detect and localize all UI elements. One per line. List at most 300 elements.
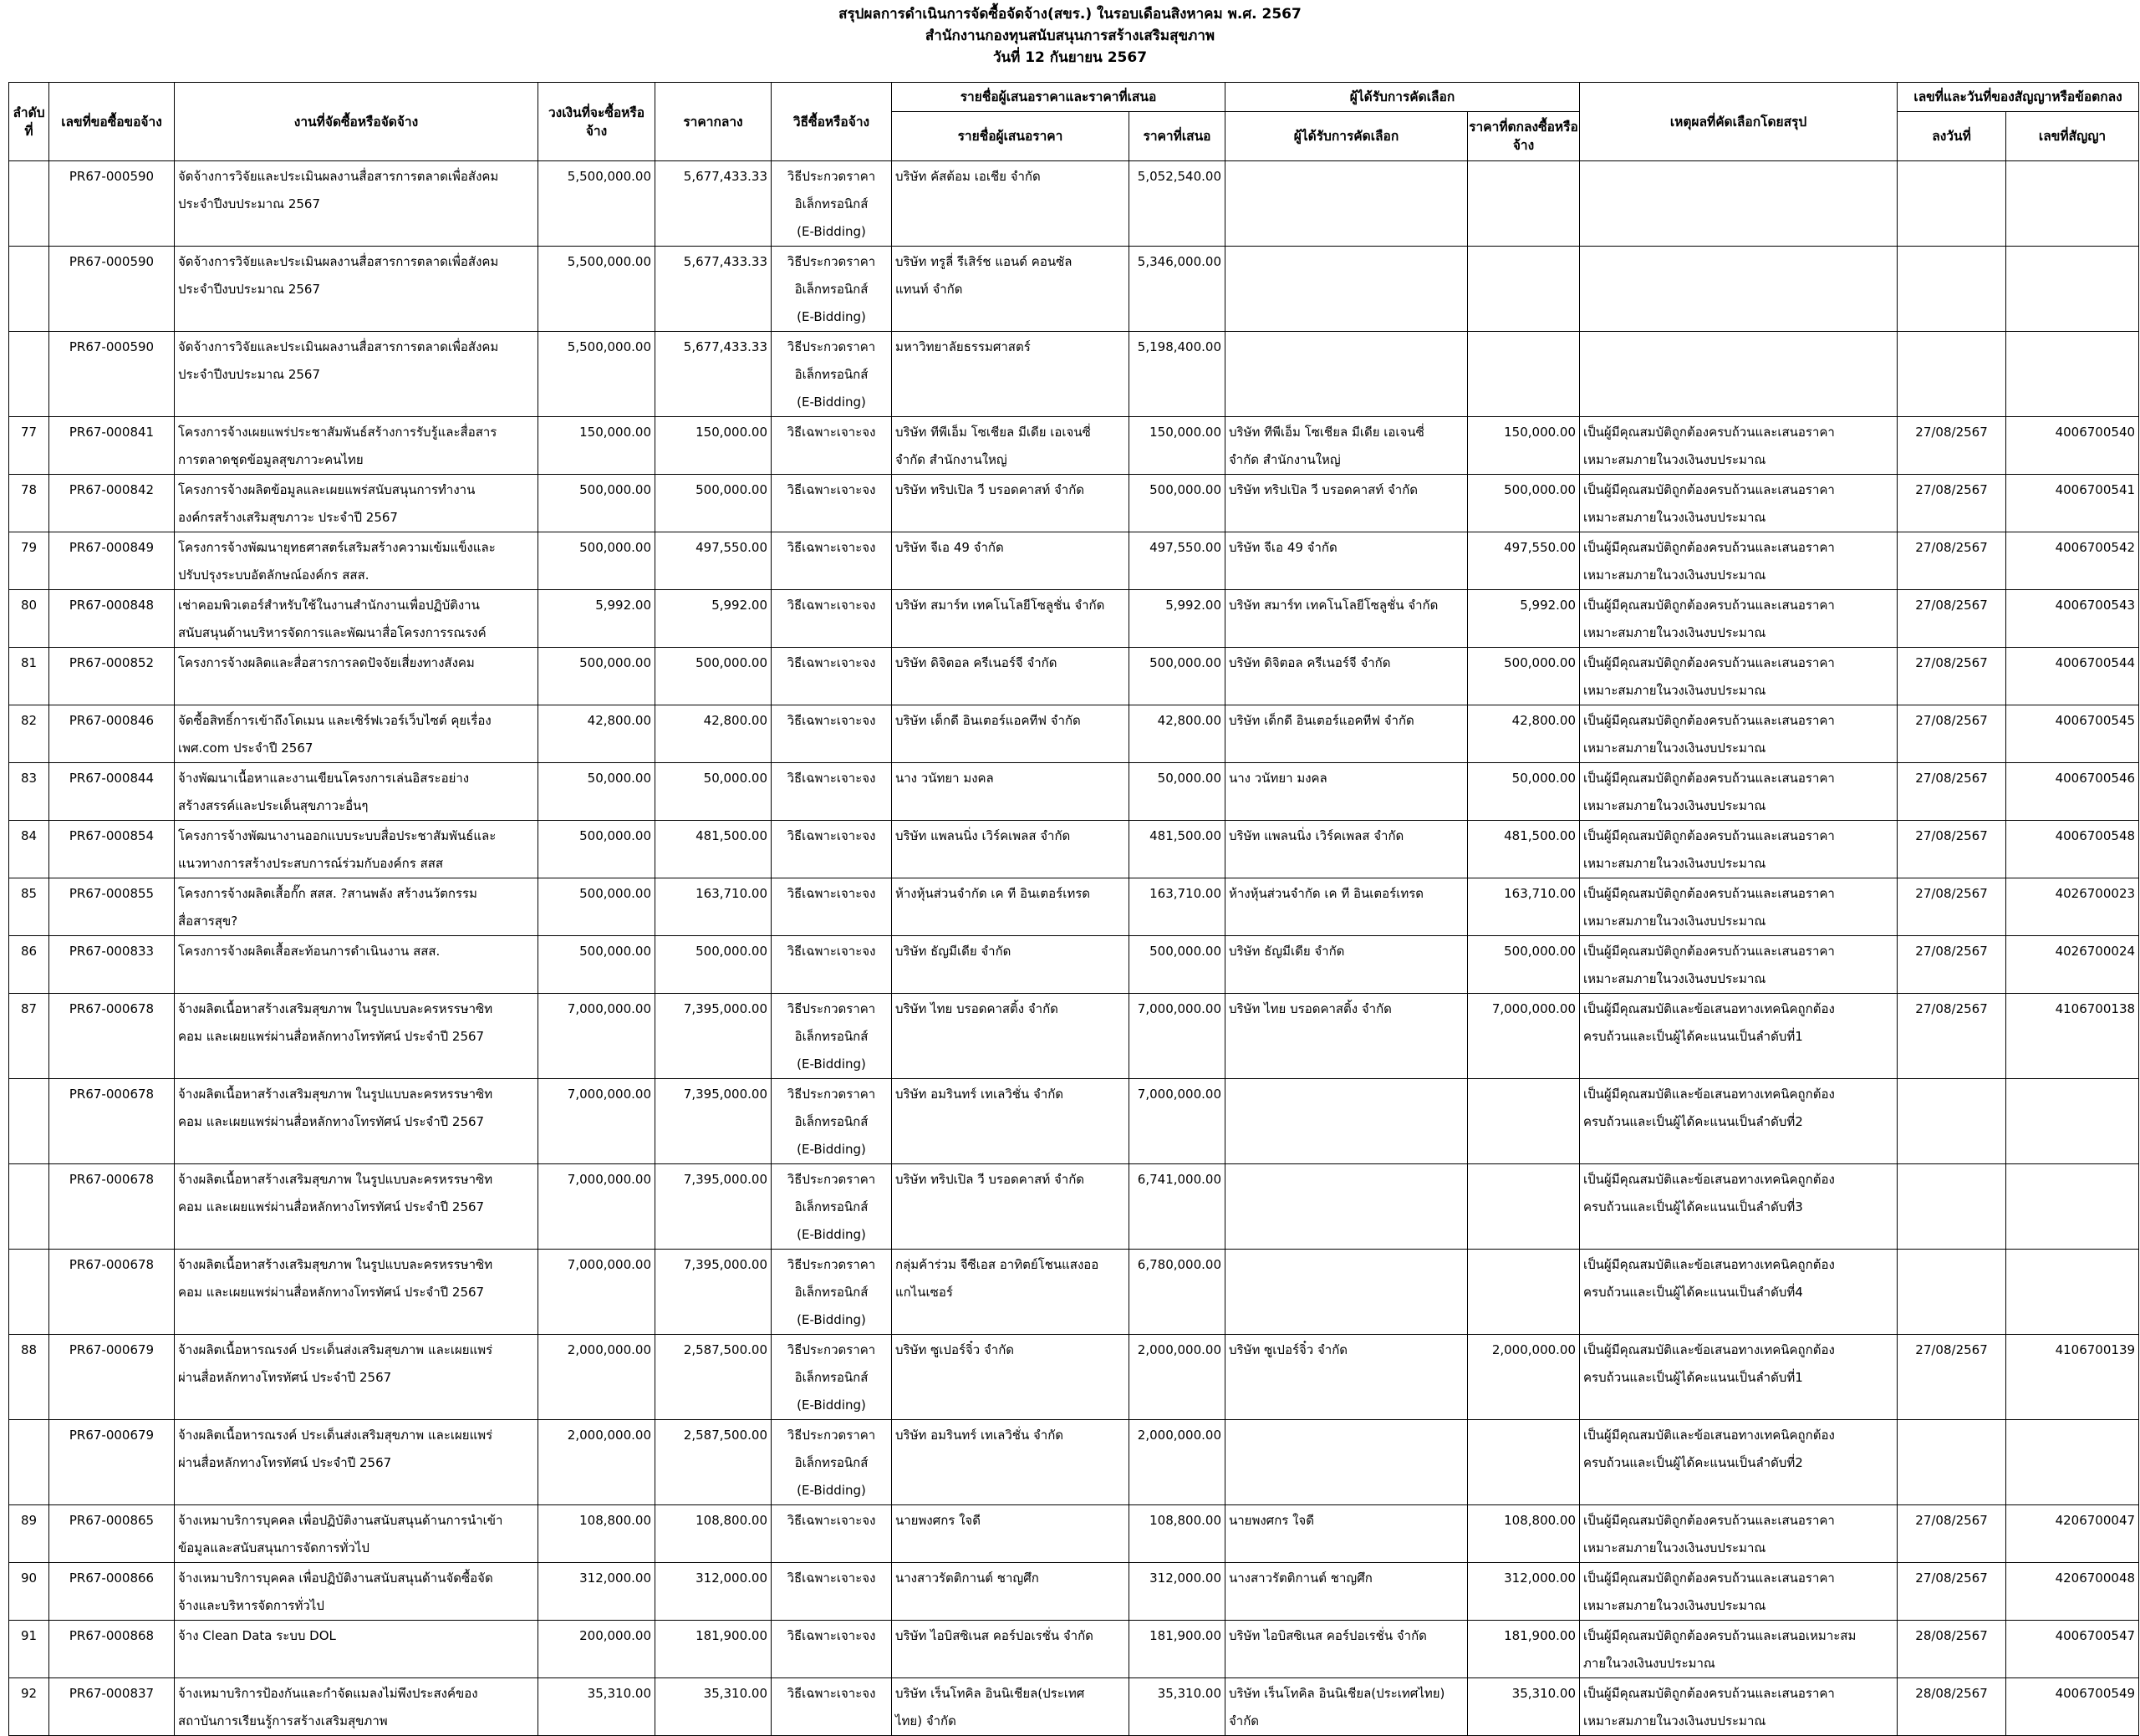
cell-selected	[1225, 821, 1468, 878]
cell-bid-price: 500,000.00	[1129, 648, 1225, 705]
cell-work	[175, 475, 538, 532]
cell-contract-date: 27/08/2567	[1898, 1335, 2006, 1420]
cell-method	[772, 590, 892, 648]
cell-contract-date	[1898, 161, 2006, 247]
cell-median-price: 5,677,433.33	[655, 247, 772, 332]
cell-contract-date	[1898, 1420, 2006, 1505]
cell-work-line: องค์กรสร้างเสริมสุขภาวะ ประจำปี 2567	[178, 510, 398, 525]
cell-work-line: ผ่านสื่อหลักทางโทรทัศน์ ประจำปี 2567	[178, 1455, 392, 1470]
cell-pr-number: PR67-000833	[49, 936, 175, 994]
report-organization: สำนักงานกองทุนสนับสนุนการสร้างเสริมสุขภาพ	[925, 28, 1215, 44]
cell-pr-number: PR67-000678	[49, 994, 175, 1079]
cell-method-line: วิธีประกวดราคา	[787, 1257, 876, 1272]
cell-median-price: 2,587,500.00	[655, 1335, 772, 1420]
cell-contract-date: 27/08/2567	[1898, 590, 2006, 648]
cell-budget: 7,000,000.00	[538, 1164, 655, 1250]
cell-method	[772, 705, 892, 763]
cell-reason-line: เป็นผู้มีคุณสมบัติถูกต้องครบถ้วนและเสนอเหมาะสม	[1583, 1628, 1857, 1643]
cell-bidder-line: แกไนเซอร์	[895, 1285, 953, 1300]
cell-contract-no: 4106700138	[2006, 994, 2139, 1079]
cell-work	[175, 332, 538, 417]
cell-no: 83	[9, 763, 49, 821]
cell-agreed-price: 35,310.00	[1468, 1678, 1580, 1736]
cell-bidder	[892, 1420, 1129, 1505]
cell-agreed-price: 2,000,000.00	[1468, 1335, 1580, 1420]
cell-reason-line: ครบถ้วนและเป็นผู้ได้คะแนนเป็นลำดับที่1	[1583, 1029, 1803, 1044]
table-row	[9, 1420, 2139, 1505]
cell-bidder	[892, 1335, 1129, 1420]
cell-budget: 50,000.00	[538, 763, 655, 821]
cell-selected	[1225, 247, 1468, 332]
cell-median-price: 50,000.00	[655, 763, 772, 821]
cell-reason	[1580, 590, 1898, 648]
cell-agreed-price: 7,000,000.00	[1468, 994, 1580, 1079]
cell-selected-line: บริษัท เด็กดี อินเตอร์แอคทีฟ จำกัด	[1229, 713, 1414, 728]
cell-bidder	[892, 821, 1129, 878]
cell-method	[772, 161, 892, 247]
cell-bidder	[892, 247, 1129, 332]
cell-agreed-price	[1468, 332, 1580, 417]
cell-bid-price: 42,800.00	[1129, 705, 1225, 763]
cell-work-line: คอม และเผยแพร่ผ่านสื่อหลักทางโทรทัศน์ ประจำปี 2567	[178, 1285, 485, 1300]
cell-reason-line: เหมาะสมภายในวงเงินงบประมาณ	[1583, 856, 1766, 871]
cell-contract-no: 4026700023	[2006, 878, 2139, 936]
cell-method-line: วิธีประกวดราคา	[787, 1087, 876, 1102]
cell-bidder-line: บริษัท อมรินทร์ เทเลวิชั่น จำกัด	[895, 1087, 1064, 1102]
cell-selected	[1225, 878, 1468, 936]
cell-pr-number: PR67-000842	[49, 475, 175, 532]
cell-no: 85	[9, 878, 49, 936]
cell-contract-date	[1898, 247, 2006, 332]
cell-selected	[1225, 994, 1468, 1079]
cell-reason	[1580, 821, 1898, 878]
cell-selected-line: จำกัด สำนักงานใหญ่	[1229, 452, 1341, 467]
cell-method-line: อิเล็กทรอนิกส์	[794, 196, 869, 211]
cell-selected	[1225, 1079, 1468, 1164]
cell-contract-date: 27/08/2567	[1898, 705, 2006, 763]
cell-selected	[1225, 1335, 1468, 1420]
cell-agreed-price: 312,000.00	[1468, 1563, 1580, 1621]
cell-agreed-price: 163,710.00	[1468, 878, 1580, 936]
cell-reason-line: เป็นผู้มีคุณสมบัติถูกต้องครบถ้วนและเสนอราคา	[1583, 944, 1835, 959]
cell-reason-line: เหมาะสมภายในวงเงินงบประมาณ	[1583, 798, 1766, 813]
cell-budget: 42,800.00	[538, 705, 655, 763]
cell-work	[175, 161, 538, 247]
table-row	[9, 1164, 2139, 1250]
col-header-selected: ผู้ได้รับการคัดเลือก	[1225, 112, 1468, 161]
cell-reason-line: เหมาะสมภายในวงเงินงบประมาณ	[1583, 914, 1766, 929]
cell-selected	[1225, 648, 1468, 705]
cell-no	[9, 332, 49, 417]
cell-work	[175, 821, 538, 878]
cell-bidder-line: บริษัท คัสต้อม เอเชีย จำกัด	[895, 169, 1041, 184]
col-header-pr: เลขที่ขอซื้อขอจ้าง	[49, 83, 175, 161]
cell-reason-line: เป็นผู้มีคุณสมบัติถูกต้องครบถ้วนและเสนอราคา	[1583, 425, 1835, 440]
cell-pr-number: PR67-000679	[49, 1420, 175, 1505]
col-header-method: วิธีซื้อหรือจ้าง	[772, 83, 892, 161]
cell-method-line: วิธีเฉพาะเจาะจง	[787, 828, 876, 843]
table-row	[9, 1563, 2139, 1621]
cell-bid-price: 5,198,400.00	[1129, 332, 1225, 417]
cell-work	[175, 590, 538, 648]
cell-median-price: 5,677,433.33	[655, 332, 772, 417]
table-row	[9, 821, 2139, 878]
cell-selected	[1225, 1621, 1468, 1678]
cell-contract-no	[2006, 1250, 2139, 1335]
cell-contract-date: 27/08/2567	[1898, 936, 2006, 994]
cell-selected	[1225, 1420, 1468, 1505]
cell-work-line: จ้างผลิตเนื้อหารณรงค์ ประเด็นส่งเสริมสุขภาพ และเผยแพร่	[178, 1342, 493, 1357]
cell-method-line: (E-Bidding)	[797, 1483, 866, 1498]
cell-work-line: ปรับปรุงระบบอัตลักษณ์องค์กร สสส.	[178, 568, 369, 583]
cell-median-price: 312,000.00	[655, 1563, 772, 1621]
cell-no: 79	[9, 532, 49, 590]
cell-work-line: จ้างผลิตเนื้อหาสร้างเสริมสุขภาพ ในรูปแบบละครหรรษาซิท	[178, 1001, 493, 1016]
cell-method	[772, 417, 892, 475]
cell-method	[772, 1621, 892, 1678]
cell-selected	[1225, 763, 1468, 821]
cell-selected	[1225, 332, 1468, 417]
cell-budget: 5,500,000.00	[538, 247, 655, 332]
cell-work-line: แนวทางการสร้างประสบการณ์ร่วมกับองค์กร สสส	[178, 856, 443, 871]
cell-bidder-line: นายพงศกร ใจดี	[895, 1513, 981, 1528]
cell-median-price: 163,710.00	[655, 878, 772, 936]
cell-pr-number: PR67-000590	[49, 332, 175, 417]
cell-selected	[1225, 1563, 1468, 1621]
cell-budget: 500,000.00	[538, 821, 655, 878]
cell-method-line: วิธีประกวดราคา	[787, 1428, 876, 1443]
cell-median-price: 7,395,000.00	[655, 1164, 772, 1250]
cell-work-line: การตลาดชุดข้อมูลสุขภาวะคนไทย	[178, 452, 364, 467]
cell-work-line: จัดซื้อสิทธิ์การเข้าถึงโดเมน และเซิร์ฟเวอร์เว็บไซต์ คุยเรื่อง	[178, 713, 492, 728]
cell-bid-price: 6,780,000.00	[1129, 1250, 1225, 1335]
cell-reason-line: เป็นผู้มีคุณสมบัติและข้อเสนอทางเทคนิคถูกต้อง	[1583, 1342, 1835, 1357]
cell-selected	[1225, 1250, 1468, 1335]
cell-method-line: (E-Bidding)	[797, 224, 866, 239]
cell-work	[175, 1621, 538, 1678]
cell-work-line: จ้าง Clean Data ระบบ DOL	[178, 1628, 336, 1643]
cell-selected-line: บริษัท จีเอ 49 จำกัด	[1229, 540, 1338, 555]
cell-no: 88	[9, 1335, 49, 1420]
cell-pr-number: PR67-000854	[49, 821, 175, 878]
cell-reason-line: เป็นผู้มีคุณสมบัติถูกต้องครบถ้วนและเสนอราคา	[1583, 655, 1835, 670]
cell-pr-number: PR67-000866	[49, 1563, 175, 1621]
cell-contract-no: 4006700540	[2006, 417, 2139, 475]
cell-reason-line: เหมาะสมภายในวงเงินงบประมาณ	[1583, 625, 1766, 640]
cell-budget: 2,000,000.00	[538, 1335, 655, 1420]
cell-budget: 500,000.00	[538, 648, 655, 705]
cell-pr-number: PR67-000841	[49, 417, 175, 475]
cell-pr-number: PR67-000679	[49, 1335, 175, 1420]
cell-method-line: วิธีเฉพาะเจาะจง	[787, 425, 876, 440]
cell-agreed-price: 50,000.00	[1468, 763, 1580, 821]
cell-work	[175, 1079, 538, 1164]
table-row	[9, 161, 2139, 247]
cell-bidder-line: บริษัท ทรูลี่ รีเสิร์ช แอนด์ คอนซัล	[895, 254, 1073, 269]
cell-contract-date: 27/08/2567	[1898, 821, 2006, 878]
cell-pr-number: PR67-000849	[49, 532, 175, 590]
cell-method	[772, 1420, 892, 1505]
cell-agreed-price: 500,000.00	[1468, 648, 1580, 705]
cell-work	[175, 417, 538, 475]
cell-pr-number: PR67-000855	[49, 878, 175, 936]
cell-bidder	[892, 590, 1129, 648]
table-row	[9, 936, 2139, 994]
table-row	[9, 1621, 2139, 1678]
cell-agreed-price: 150,000.00	[1468, 417, 1580, 475]
cell-work	[175, 648, 538, 705]
cell-no: 89	[9, 1505, 49, 1563]
cell-pr-number: PR67-000848	[49, 590, 175, 648]
cell-work	[175, 1563, 538, 1621]
table-row	[9, 1678, 2139, 1736]
cell-bidder-line: บริษัท ดิจิตอล ครีเนอร์จี จำกัด	[895, 655, 1057, 670]
cell-selected	[1225, 1164, 1468, 1250]
cell-reason	[1580, 1621, 1898, 1678]
cell-method-line: (E-Bidding)	[797, 1227, 866, 1242]
cell-budget: 2,000,000.00	[538, 1420, 655, 1505]
col-header-reason: เหตุผลที่คัดเลือกโดยสรุป	[1580, 83, 1898, 161]
cell-work-line: โครงการจ้างผลิตข้อมูลและเผยแพร่สนับสนุนการทำงาน	[178, 482, 476, 497]
cell-selected-line: บริษัท ทริปเปิล วี บรอดคาสท์ จำกัด	[1229, 482, 1419, 497]
cell-reason	[1580, 705, 1898, 763]
cell-contract-date: 27/08/2567	[1898, 648, 2006, 705]
cell-no: 81	[9, 648, 49, 705]
cell-reason-line: เป็นผู้มีคุณสมบัติและข้อเสนอทางเทคนิคถูกต้อง	[1583, 1087, 1835, 1102]
cell-reason	[1580, 1563, 1898, 1621]
cell-bidder-line: ไทย) จำกัด	[895, 1713, 956, 1728]
cell-contract-date: 27/08/2567	[1898, 532, 2006, 590]
col-header-budget: วงเงินที่จะซื้อหรือจ้าง	[538, 83, 655, 161]
cell-median-price: 500,000.00	[655, 936, 772, 994]
cell-reason-line: เหมาะสมภายในวงเงินงบประมาณ	[1583, 741, 1766, 756]
cell-budget: 5,500,000.00	[538, 332, 655, 417]
cell-no	[9, 1079, 49, 1164]
cell-contract-no	[2006, 161, 2139, 247]
cell-budget: 5,992.00	[538, 590, 655, 648]
cell-method-line: วิธีเฉพาะเจาะจง	[787, 655, 876, 670]
cell-work-line: โครงการจ้างพัฒนางานออกแบบระบบสื่อประชาสัมพันธ์และ	[178, 828, 497, 843]
cell-contract-no: 4006700549	[2006, 1678, 2139, 1736]
cell-reason-line: เป็นผู้มีคุณสมบัติถูกต้องครบถ้วนและเสนอราคา	[1583, 1513, 1835, 1528]
cell-contract-no	[2006, 1164, 2139, 1250]
cell-bidder-line: บริษัท ไทย บรอดคาสติ้ง จำกัด	[895, 1001, 1058, 1016]
cell-reason-line: เป็นผู้มีคุณสมบัติและข้อเสนอทางเทคนิคถูกต้อง	[1583, 1001, 1835, 1016]
table-row	[9, 994, 2139, 1079]
col-header-selected-group: ผู้ได้รับการคัดเลือก	[1225, 83, 1580, 112]
cell-method-line: (E-Bidding)	[797, 1397, 866, 1413]
cell-contract-no: 4106700139	[2006, 1335, 2139, 1420]
cell-reason-line: เหมาะสมภายในวงเงินงบประมาณ	[1583, 1598, 1766, 1613]
cell-bidder	[892, 532, 1129, 590]
cell-work-line: โครงการจ้างผลิตและสื่อสารการลดปัจจัยเสี่ยงทางสังคม	[178, 655, 475, 670]
cell-agreed-price: 181,900.00	[1468, 1621, 1580, 1678]
cell-bid-price: 5,052,540.00	[1129, 161, 1225, 247]
cell-method	[772, 332, 892, 417]
cell-reason-line: เป็นผู้มีคุณสมบัติถูกต้องครบถ้วนและเสนอราคา	[1583, 1571, 1835, 1586]
table-row	[9, 247, 2139, 332]
cell-reason-line: เหมาะสมภายในวงเงินงบประมาณ	[1583, 1713, 1766, 1728]
cell-method-line: วิธีเฉพาะเจาะจง	[787, 1686, 876, 1701]
cell-contract-date: 27/08/2567	[1898, 475, 2006, 532]
cell-agreed-price: 500,000.00	[1468, 936, 1580, 994]
cell-contract-no: 4026700024	[2006, 936, 2139, 994]
cell-reason-line: เป็นผู้มีคุณสมบัติถูกต้องครบถ้วนและเสนอราคา	[1583, 540, 1835, 555]
cell-method-line: (E-Bidding)	[797, 1142, 866, 1157]
cell-method	[772, 1505, 892, 1563]
cell-method	[772, 1164, 892, 1250]
table-row	[9, 1335, 2139, 1420]
cell-budget: 7,000,000.00	[538, 994, 655, 1079]
cell-pr-number: PR67-000852	[49, 648, 175, 705]
cell-selected	[1225, 1678, 1468, 1736]
cell-reason-line: ครบถ้วนและเป็นผู้ได้คะแนนเป็นลำดับที่3	[1583, 1199, 1803, 1214]
cell-reason-line: ครบถ้วนและเป็นผู้ได้คะแนนเป็นลำดับที่4	[1583, 1285, 1803, 1300]
cell-reason	[1580, 332, 1898, 417]
table-row	[9, 475, 2139, 532]
cell-budget: 500,000.00	[538, 532, 655, 590]
cell-contract-no	[2006, 1420, 2139, 1505]
cell-reason-line: เป็นผู้มีคุณสมบัติถูกต้องครบถ้วนและเสนอราคา	[1583, 598, 1835, 613]
cell-pr-number: PR67-000868	[49, 1621, 175, 1678]
cell-method	[772, 532, 892, 590]
cell-work	[175, 705, 538, 763]
cell-method	[772, 1335, 892, 1420]
col-header-date: ลงวันที่	[1898, 112, 2006, 161]
cell-no: 87	[9, 994, 49, 1079]
cell-reason-line: เป็นผู้มีคุณสมบัติถูกต้องครบถ้วนและเสนอราคา	[1583, 828, 1835, 843]
col-header-bid-price: ราคาที่เสนอ	[1129, 112, 1225, 161]
cell-reason	[1580, 247, 1898, 332]
cell-contract-date: 28/08/2567	[1898, 1678, 2006, 1736]
report-title: สรุปผลการดำเนินการจัดซื้อจัดจ้าง(สขร.) ในรอบเดือนสิงหาคม พ.ศ. 2567	[838, 6, 1302, 23]
cell-work	[175, 1505, 538, 1563]
cell-method-line: วิธีเฉพาะเจาะจง	[787, 598, 876, 613]
cell-bidder-line: บริษัท เด็กดี อินเตอร์แอคทีฟ จำกัด	[895, 713, 1081, 728]
cell-reason	[1580, 532, 1898, 590]
cell-contract-date: 27/08/2567	[1898, 1563, 2006, 1621]
cell-contract-date: 28/08/2567	[1898, 1621, 2006, 1678]
cell-agreed-price: 42,800.00	[1468, 705, 1580, 763]
report-date: วันที่ 12 กันยายน 2567	[992, 49, 1148, 66]
cell-selected-line: บริษัท แพลนนิ่ง เวิร์คเพลส จำกัด	[1229, 828, 1404, 843]
cell-work-line: เช่าคอมพิวเตอร์สำหรับใช้ในงานสำนักงานเพื่อปฏิบัติงาน	[178, 598, 480, 613]
cell-agreed-price	[1468, 1079, 1580, 1164]
cell-method-line: อิเล็กทรอนิกส์	[794, 1029, 869, 1044]
cell-method	[772, 821, 892, 878]
cell-contract-date: 27/08/2567	[1898, 417, 2006, 475]
cell-bidder	[892, 1250, 1129, 1335]
cell-pr-number: PR67-000678	[49, 1250, 175, 1335]
cell-bidder-line: บริษัท ทริปเปิล วี บรอดคาสท์ จำกัด	[895, 1172, 1085, 1187]
cell-median-price: 7,395,000.00	[655, 1079, 772, 1164]
cell-method	[772, 247, 892, 332]
table-row	[9, 417, 2139, 475]
cell-contract-no: 4006700542	[2006, 532, 2139, 590]
cell-budget: 150,000.00	[538, 417, 655, 475]
cell-reason	[1580, 1420, 1898, 1505]
cell-reason-line: เหมาะสมภายในวงเงินงบประมาณ	[1583, 452, 1766, 467]
cell-bidder	[892, 763, 1129, 821]
cell-work-line: สถาบันการเรียนรู้การสร้างเสริมสุขภาพ	[178, 1713, 388, 1728]
cell-bid-price: 5,346,000.00	[1129, 247, 1225, 332]
cell-method-line: วิธีเฉพาะเจาะจง	[787, 771, 876, 786]
cell-no: 92	[9, 1678, 49, 1736]
cell-method-line: วิธีประกวดราคา	[787, 1172, 876, 1187]
cell-reason-line: เป็นผู้มีคุณสมบัติและข้อเสนอทางเทคนิคถูกต้อง	[1583, 1428, 1835, 1443]
cell-work-line: จัดจ้างการวิจัยและประเมินผลงานสื่อสารการตลาดเพื่อสังคม	[178, 254, 499, 269]
cell-median-price: 500,000.00	[655, 475, 772, 532]
cell-work-line: จ้างผลิตเนื้อหารณรงค์ ประเด็นส่งเสริมสุขภาพ และเผยแพร่	[178, 1428, 493, 1443]
cell-method	[772, 475, 892, 532]
cell-work-line: โครงการจ้างผลิตเสื้อสะท้อนการดำเนินงาน สสส.	[178, 944, 441, 959]
cell-median-price: 500,000.00	[655, 648, 772, 705]
cell-contract-date: 27/08/2567	[1898, 763, 2006, 821]
cell-reason	[1580, 936, 1898, 994]
cell-selected	[1225, 475, 1468, 532]
cell-no	[9, 1420, 49, 1505]
cell-method-line: วิธีประกวดราคา	[787, 1001, 876, 1016]
cell-bid-price: 163,710.00	[1129, 878, 1225, 936]
cell-method	[772, 1678, 892, 1736]
cell-reason	[1580, 475, 1898, 532]
cell-pr-number: PR67-000865	[49, 1505, 175, 1563]
cell-work-line: ประจำปีงบประมาณ 2567	[178, 196, 321, 211]
cell-reason	[1580, 994, 1898, 1079]
cell-bid-price: 108,800.00	[1129, 1505, 1225, 1563]
cell-bidder	[892, 936, 1129, 994]
cell-bid-price: 7,000,000.00	[1129, 994, 1225, 1079]
cell-contract-no: 4006700547	[2006, 1621, 2139, 1678]
cell-reason-line: ครบถ้วนและเป็นผู้ได้คะแนนเป็นลำดับที่1	[1583, 1370, 1803, 1385]
cell-bidder-line: บริษัท อมรินทร์ เทเลวิชั่น จำกัด	[895, 1428, 1064, 1443]
cell-bidder-line: บริษัท ทริปเปิล วี บรอดคาสท์ จำกัด	[895, 482, 1085, 497]
cell-reason-line: เป็นผู้มีคุณสมบัติและข้อเสนอทางเทคนิคถูกต้อง	[1583, 1172, 1835, 1187]
table-row	[9, 1505, 2139, 1563]
table-row	[9, 1079, 2139, 1164]
cell-selected-line: จำกัด	[1229, 1713, 1260, 1728]
cell-median-price: 181,900.00	[655, 1621, 772, 1678]
cell-no: 84	[9, 821, 49, 878]
cell-work	[175, 878, 538, 936]
cell-selected	[1225, 417, 1468, 475]
cell-bid-price: 7,000,000.00	[1129, 1079, 1225, 1164]
cell-selected	[1225, 1505, 1468, 1563]
cell-selected	[1225, 161, 1468, 247]
cell-work-line: สื่อสารสุข?	[178, 914, 238, 929]
cell-method	[772, 1250, 892, 1335]
cell-agreed-price: 497,550.00	[1468, 532, 1580, 590]
cell-method-line: วิธีประกวดราคา	[787, 169, 876, 184]
cell-bid-price: 500,000.00	[1129, 475, 1225, 532]
cell-median-price: 108,800.00	[655, 1505, 772, 1563]
cell-reason-line: ครบถ้วนและเป็นผู้ได้คะแนนเป็นลำดับที่2	[1583, 1114, 1803, 1129]
cell-bid-price: 2,000,000.00	[1129, 1420, 1225, 1505]
cell-method-line: อิเล็กทรอนิกส์	[794, 367, 869, 382]
col-header-contract-group: เลขที่และวันที่ของสัญญาหรือข้อตกลง	[1898, 83, 2139, 112]
cell-work-line: ข้อมูลและสนับสนุนการจัดการทั่วไป	[178, 1540, 369, 1555]
cell-reason-line: เป็นผู้มีคุณสมบัติถูกต้องครบถ้วนและเสนอราคา	[1583, 886, 1835, 901]
cell-method-line: วิธีเฉพาะเจาะจง	[787, 482, 876, 497]
cell-contract-date: 27/08/2567	[1898, 994, 2006, 1079]
cell-bid-price: 50,000.00	[1129, 763, 1225, 821]
cell-selected-line: บริษัท ดิจิตอล ครีเนอร์จี จำกัด	[1229, 655, 1391, 670]
cell-bidder	[892, 1505, 1129, 1563]
cell-bidder	[892, 994, 1129, 1079]
cell-median-price: 7,395,000.00	[655, 1250, 772, 1335]
cell-method-line: วิธีเฉพาะเจาะจง	[787, 944, 876, 959]
cell-method-line: อิเล็กทรอนิกส์	[794, 282, 869, 297]
